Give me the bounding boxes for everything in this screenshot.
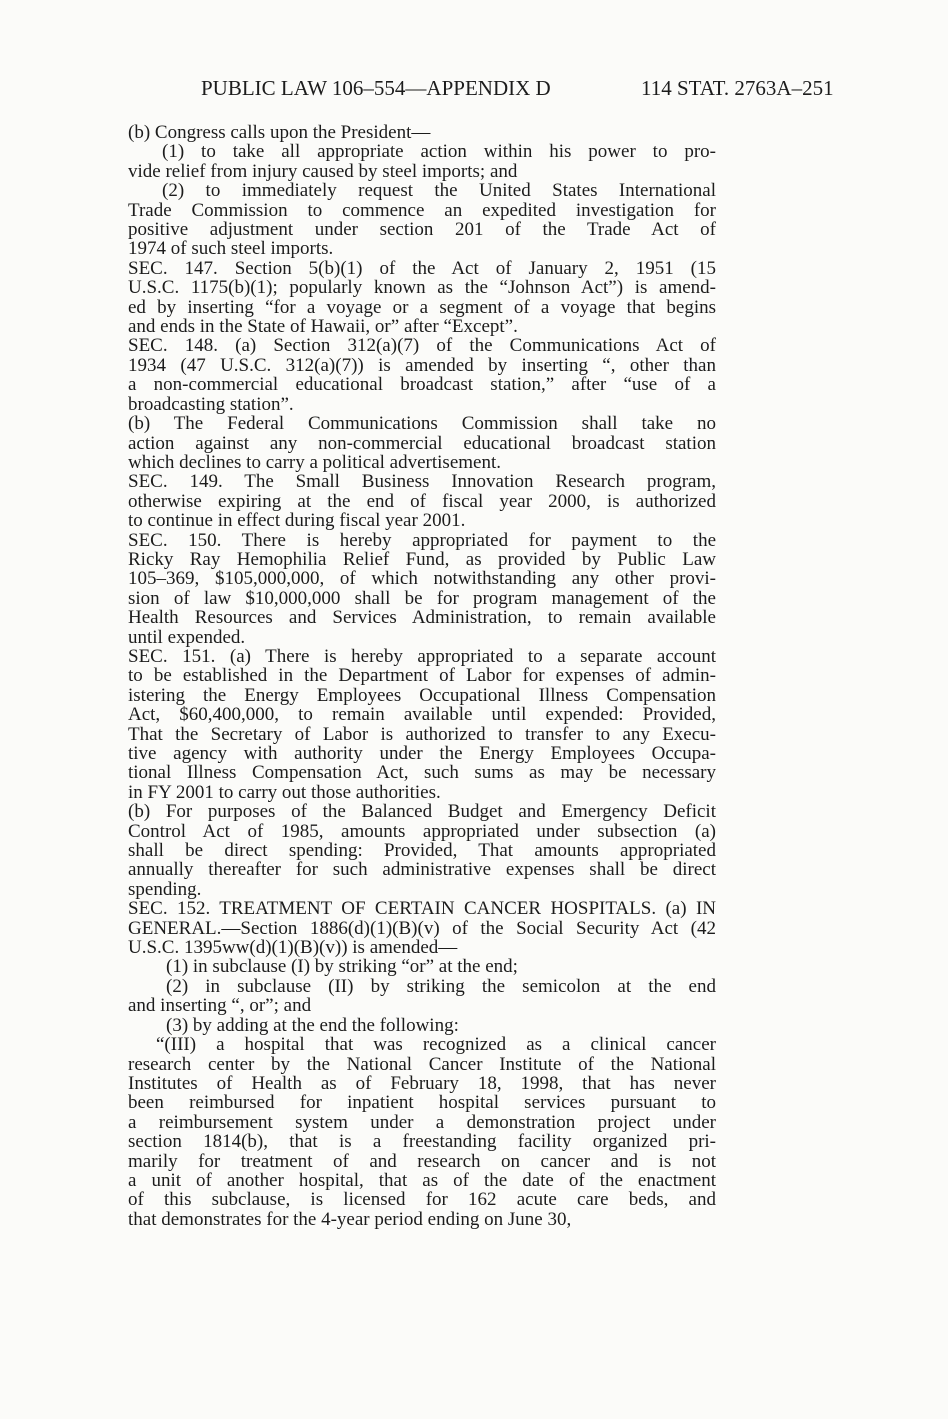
text-line: to continue in effect during fiscal year 2001.: [128, 510, 466, 532]
text-line: which declines to carry a political advertisement.: [128, 451, 501, 473]
paragraph-sec-152-1: [128, 957, 716, 976]
text-line: (1) to take all appropriate action within his power to pro-: [162, 141, 716, 163]
text-line: sion of law $10,000,000 shall be for program management of the: [128, 587, 716, 609]
paragraph-sec-149: [128, 472, 716, 530]
text-line: Health Resources and Services Administration, to remain available: [128, 607, 716, 629]
text-line: research center by the National Cancer Institute of the National: [128, 1053, 716, 1075]
text-line: Trade Commission to commence an expedited investigation for: [128, 199, 716, 221]
text-line: broadcasting station”.: [128, 393, 294, 415]
text-line: a non-commercial educational broadcast station,” after “use of a: [128, 374, 716, 396]
header-stat-citation: 114 STAT. 2763A–251: [641, 76, 834, 100]
text-line: and inserting “, or”; and: [128, 995, 312, 1017]
paragraph-sec-152-3: [128, 1016, 716, 1035]
paragraph-sec-148b: [128, 414, 716, 472]
text-line: that demonstrates for the 4-year period ending on June 30,: [128, 1208, 572, 1230]
text-line: 105–369, $105,000,000, of which notwithstanding any other provi-: [128, 568, 716, 590]
text-line: (1) in subclause (I) by striking “or” at the end;: [166, 956, 518, 978]
paragraph-sec-152-III: [128, 1035, 716, 1229]
text-line: to be established in the Department of Labor for expenses of admin-: [128, 665, 716, 687]
running-header: [0, 76, 948, 100]
text-line: (b) Congress calls upon the President—: [128, 122, 431, 143]
text-line: of this subclause, is licensed for 162 acute care beds, and: [128, 1189, 716, 1211]
text-line: That the Secretary of Labor is authorized to transfer to any Execu-: [128, 723, 716, 745]
text-line: SEC. 152. TREATMENT OF CERTAIN CANCER HOSPITALS. (a) IN: [128, 898, 716, 920]
paragraph-sec-150: [128, 531, 716, 647]
text-line: “(III) a hospital that was recognized as a clinical cancer: [156, 1034, 716, 1056]
text-line: Ricky Ray Hemophilia Relief Fund, as provided by Public Law: [128, 548, 716, 570]
paragraph-sec-148a: [128, 336, 716, 414]
text-line: in FY 2001 to carry out those authorities.: [128, 781, 441, 803]
text-line: (2) in subclause (II) by striking the semicolon at the end: [166, 975, 716, 997]
text-line: positive adjustment under section 201 of the Trade Act of: [128, 219, 716, 241]
text-line: istering the Energy Employees Occupational Illness Compensation: [128, 684, 716, 706]
text-line: and ends in the State of Hawaii, or” after “Except”.: [128, 316, 518, 338]
paragraph-b-congress: [128, 123, 716, 142]
paragraph-b-2: [128, 181, 716, 259]
text-line: (b) The Federal Communications Commission shall take no: [128, 413, 716, 435]
text-line: tive agency with authority under the Energy Employees Occupa-: [128, 743, 716, 764]
text-line: U.S.C. 1395ww(d)(1)(B)(v)) is amended—: [128, 937, 458, 959]
text-line: otherwise expiring at the end of fiscal year 2000, is authorized: [128, 490, 716, 512]
text-line: 1974 of such steel imports.: [128, 238, 334, 260]
text-line: section 1814(b), that is a freestanding facility organized pri-: [128, 1131, 716, 1153]
paragraph-sec-151b: [128, 802, 716, 899]
text-line: (b) For purposes of the Balanced Budget and Emergency Deficit: [128, 801, 716, 823]
text-line: SEC. 151. (a) There is hereby appropriated to a separate account: [128, 645, 716, 667]
text-line: Act, $60,400,000, to remain available until expended: Provided,: [128, 704, 716, 726]
text-line: action against any non-commercial educational broadcast station: [128, 432, 716, 454]
header-title: PUBLIC LAW 106–554—APPENDIX D: [201, 76, 551, 100]
text-line: vide relief from injury caused by steel imports; and: [128, 160, 518, 182]
text-line: Control Act of 1985, amounts appropriated under subsection (a): [128, 820, 716, 842]
text-line: marily for treatment of and research on cancer and is not: [128, 1150, 716, 1172]
text-line: ed by inserting “for a voyage or a segment of a voyage that begins: [128, 296, 716, 318]
paragraph-sec-152: [128, 899, 716, 957]
text-line: tional Illness Compensation Act, such sums as may be necessary: [128, 762, 716, 784]
text-line: (2) to immediately request the United States International: [162, 180, 716, 202]
text-line: been reimbursed for inpatient hospital services pursuant to: [128, 1092, 716, 1114]
text-line: until expended.: [128, 626, 246, 648]
text-line: SEC. 148. (a) Section 312(a)(7) of the Communications Act of: [128, 335, 716, 357]
text-line: SEC. 149. The Small Business Innovation Research program,: [128, 471, 716, 493]
paragraph-sec-151a: [128, 647, 716, 802]
text-line: U.S.C. 1175(b)(1); popularly known as the “Johnson Act”) is amend-: [128, 277, 716, 299]
text-line: 1934 (47 U.S.C. 312(a)(7)) is amended by inserting “, other than: [128, 354, 716, 376]
text-line: (3) by adding at the end the following:: [166, 1014, 459, 1036]
paragraph-b-1: [128, 142, 716, 181]
text-line: shall be direct spending: Provided, That amounts appropriated: [128, 840, 716, 862]
text-line: annually thereafter for such administrative expenses shall be direct: [128, 859, 716, 881]
document-body: [128, 123, 716, 1229]
paragraph-sec-147: [128, 259, 716, 337]
text-line: GENERAL.—Section 1886(d)(1)(B)(v) of the Social Security Act (42: [128, 917, 716, 939]
text-line: spending.: [128, 878, 202, 900]
text-line: Institutes of Health as of February 18, 1998, that has never: [128, 1072, 716, 1094]
text-line: SEC. 147. Section 5(b)(1) of the Act of January 2, 1951 (15: [128, 257, 716, 279]
paragraph-sec-152-2: [128, 977, 716, 1016]
text-line: a unit of another hospital, that as of the date of the enactment: [128, 1169, 716, 1191]
text-line: a reimbursement system under a demonstration project under: [128, 1111, 716, 1133]
text-line: SEC. 150. There is hereby appropriated for payment to the: [128, 529, 716, 551]
